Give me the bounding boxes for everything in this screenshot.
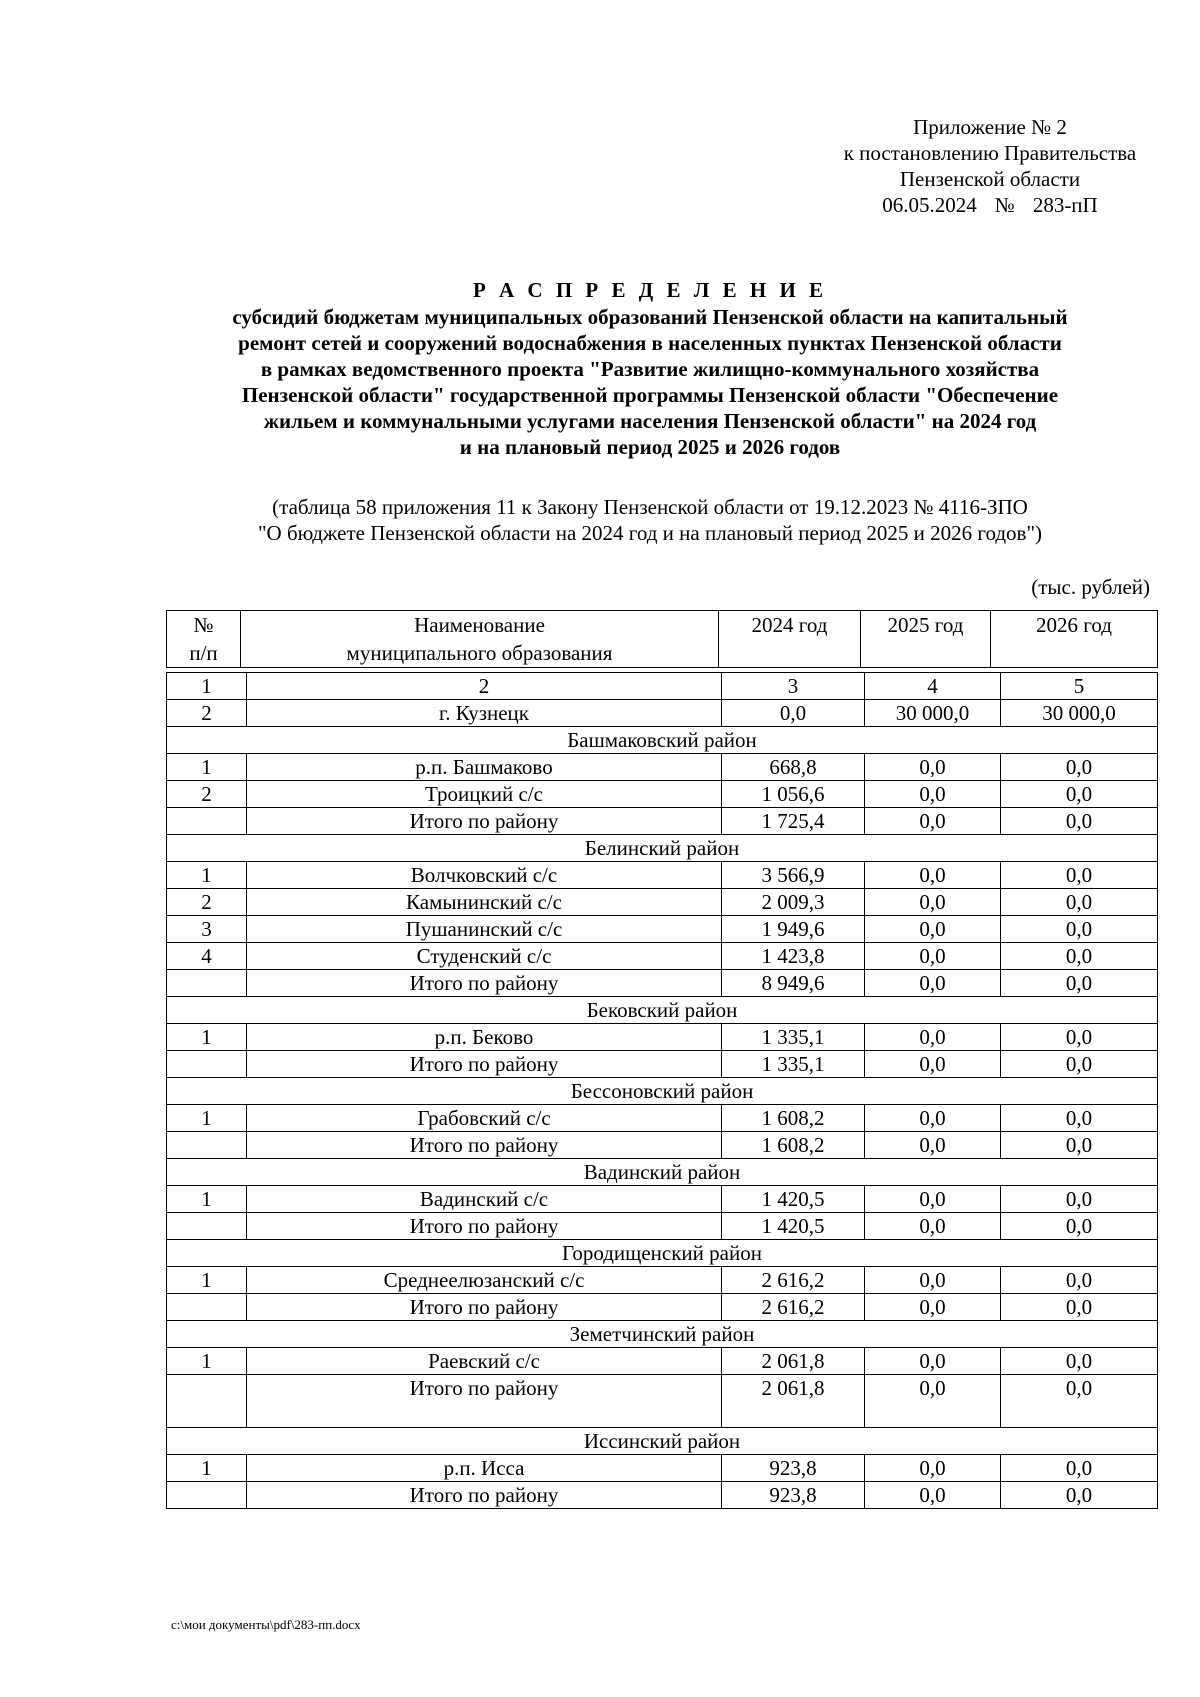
row-number <box>167 1294 247 1321</box>
appendix-line3: Пензенской области <box>899 167 1081 191</box>
row-number: 1 <box>167 1105 247 1132</box>
table-row <box>167 754 1158 781</box>
district-header-row <box>167 1078 1158 1105</box>
value-2024: 3 566,9 <box>722 862 865 889</box>
value-2026: 0,0 <box>1001 862 1158 889</box>
value-2024: 1 335,1 <box>722 1051 865 1078</box>
row-number <box>167 1213 247 1240</box>
title-line: Пензенской области" государственной программы Пензенской области "Обеспечение <box>241 383 1059 407</box>
district-header-row <box>167 1321 1158 1348</box>
value-2025: 0,0 <box>865 862 1001 889</box>
municipality-name: Вадинский с/с <box>247 1186 722 1213</box>
district-total-row <box>167 1051 1158 1078</box>
district-name: Башмаковский район <box>167 727 1158 754</box>
row-number <box>167 808 247 835</box>
value-2026: 0,0 <box>1001 1132 1158 1159</box>
total-label: Итого по району <box>247 1482 722 1509</box>
district-total-row <box>167 1213 1158 1240</box>
table-row <box>167 862 1158 889</box>
value-2025: 0,0 <box>865 754 1001 781</box>
value-2026: 0,0 <box>1001 1294 1158 1321</box>
value-2024: 923,8 <box>722 1482 865 1509</box>
value-2025: 0,0 <box>865 1455 1001 1482</box>
value-2026: 0,0 <box>1001 1024 1158 1051</box>
table-row <box>167 943 1158 970</box>
appendix-date-line <box>800 192 1180 218</box>
value-2025: 0,0 <box>865 1375 1001 1428</box>
value-2026: 0,0 <box>1001 1186 1158 1213</box>
table-header <box>166 610 1158 668</box>
value-2024: 8 949,6 <box>722 970 865 997</box>
value-2026: 0,0 <box>1001 1051 1158 1078</box>
municipality-name: Среднеелюзанский с/с <box>247 1267 722 1294</box>
column-number: 5 <box>1001 673 1158 700</box>
appendix-number-sign: № <box>994 193 1015 217</box>
value-2026: 0,0 <box>1001 1348 1158 1375</box>
value-2026: 0,0 <box>1001 781 1158 808</box>
value-2025: 0,0 <box>865 943 1001 970</box>
header-2025: 2025 год <box>861 611 991 668</box>
value-2026: 0,0 <box>1001 889 1158 916</box>
row-number: 1 <box>167 1024 247 1051</box>
row-number <box>167 1375 247 1428</box>
municipality-name: р.п. Беково <box>247 1024 722 1051</box>
value-2026: 0,0 <box>1001 1105 1158 1132</box>
value-2024: 0,0 <box>722 700 865 727</box>
value-2024: 923,8 <box>722 1455 865 1482</box>
title-heading: Р А С П Р Е Д Е Л Е Н И Е <box>472 278 828 302</box>
row-number <box>167 1482 247 1509</box>
value-2026: 0,0 <box>1001 916 1158 943</box>
row-number: 2 <box>167 781 247 808</box>
district-total-row <box>167 1132 1158 1159</box>
district-name: Вадинский район <box>167 1159 1158 1186</box>
municipality-name: р.п. Исса <box>247 1455 722 1482</box>
value-2024: 2 009,3 <box>722 889 865 916</box>
district-name: Земетчинский район <box>167 1321 1158 1348</box>
value-2025: 0,0 <box>865 970 1001 997</box>
value-2025: 30 000,0 <box>865 700 1001 727</box>
row-number <box>167 1132 247 1159</box>
column-number: 2 <box>247 673 722 700</box>
municipality-name: Пушанинский с/с <box>247 916 722 943</box>
title-line: субсидий бюджетам муниципальных образований Пензенской области на капитальный <box>232 305 1068 329</box>
appendix-line1: Приложение № 2 <box>913 115 1067 139</box>
municipality-name: Камынинский с/с <box>247 889 722 916</box>
municipality-name: Студенский с/с <box>247 943 722 970</box>
total-label: Итого по району <box>247 1375 722 1428</box>
value-2024: 2 061,8 <box>722 1375 865 1428</box>
row-number: 2 <box>167 889 247 916</box>
table-row <box>167 1267 1158 1294</box>
district-total-row <box>167 970 1158 997</box>
value-2025: 0,0 <box>865 916 1001 943</box>
title-line: ремонт сетей и сооружений водоснабжения в населенных пунктах Пензенской области <box>238 331 1062 355</box>
header-2024: 2024 год <box>719 611 861 668</box>
table-row <box>167 916 1158 943</box>
header-num <box>167 611 241 668</box>
value-2025: 0,0 <box>865 1348 1001 1375</box>
municipality-name: Раевский с/с <box>247 1348 722 1375</box>
table-row <box>167 889 1158 916</box>
value-2025: 0,0 <box>865 1294 1001 1321</box>
district-total-row <box>167 1482 1158 1509</box>
header-num-line2: п/п <box>189 641 218 665</box>
district-total-row <box>167 1375 1158 1428</box>
value-2026: 0,0 <box>1001 943 1158 970</box>
table-row <box>167 1186 1158 1213</box>
value-2024: 668,8 <box>722 754 865 781</box>
row-number: 1 <box>167 1455 247 1482</box>
value-2026: 0,0 <box>1001 1267 1158 1294</box>
value-2025: 0,0 <box>865 1267 1001 1294</box>
district-name: Городищенский район <box>167 1240 1158 1267</box>
value-2025: 0,0 <box>865 1051 1001 1078</box>
table-row <box>167 1455 1158 1482</box>
value-2024: 1 725,4 <box>722 808 865 835</box>
value-2026: 0,0 <box>1001 808 1158 835</box>
district-name: Белинский район <box>167 835 1158 862</box>
district-name: Бековский район <box>167 997 1158 1024</box>
table-row <box>167 1348 1158 1375</box>
municipality-name: Волчковский с/с <box>247 862 722 889</box>
district-name: Иссинский район <box>167 1428 1158 1455</box>
value-2026: 0,0 <box>1001 1375 1158 1428</box>
district-header-row <box>167 835 1158 862</box>
value-2026: 0,0 <box>1001 1455 1158 1482</box>
header-name-line1: Наименование <box>414 613 545 637</box>
district-header-row <box>167 1428 1158 1455</box>
document-title <box>150 277 1150 460</box>
municipality-name: р.п. Башмаково <box>247 754 722 781</box>
value-2025: 0,0 <box>865 889 1001 916</box>
municipality-name: г. Кузнецк <box>247 700 722 727</box>
value-2026: 0,0 <box>1001 754 1158 781</box>
total-label: Итого по району <box>247 808 722 835</box>
table-row <box>167 781 1158 808</box>
appendix-date: 06.05.2024 <box>882 193 977 217</box>
row-number: 3 <box>167 916 247 943</box>
distribution-table <box>166 672 1158 1509</box>
value-2024: 1 608,2 <box>722 1105 865 1132</box>
district-total-row <box>167 1294 1158 1321</box>
header-2026: 2026 год <box>991 611 1158 668</box>
municipality-name: Грабовский с/с <box>247 1105 722 1132</box>
value-2024: 2 616,2 <box>722 1267 865 1294</box>
row-number: 1 <box>167 1267 247 1294</box>
total-label: Итого по району <box>247 1051 722 1078</box>
row-number: 4 <box>167 943 247 970</box>
value-2025: 0,0 <box>865 1186 1001 1213</box>
value-2026: 0,0 <box>1001 1482 1158 1509</box>
table-row <box>167 1024 1158 1051</box>
appendix-line2: к постановлению Правительства <box>843 141 1137 165</box>
row-number: 1 <box>167 754 247 781</box>
district-name: Бессоновский район <box>167 1078 1158 1105</box>
table-row <box>167 700 1158 727</box>
legal-reference <box>150 494 1150 546</box>
value-2024: 1 335,1 <box>722 1024 865 1051</box>
district-header-row <box>167 997 1158 1024</box>
total-label: Итого по району <box>247 1294 722 1321</box>
value-2025: 0,0 <box>865 781 1001 808</box>
value-2026: 0,0 <box>1001 970 1158 997</box>
header-name <box>241 611 719 668</box>
value-2025: 0,0 <box>865 1132 1001 1159</box>
title-line: в рамках ведомственного проекта "Развитие жилищно-коммунального хозяйства <box>260 357 1040 381</box>
title-line: жильем и коммунальными услугами населения Пензенской области" на 2024 год <box>263 409 1037 433</box>
value-2024: 1 423,8 <box>722 943 865 970</box>
row-number <box>167 1051 247 1078</box>
value-2025: 0,0 <box>865 1213 1001 1240</box>
value-2025: 0,0 <box>865 1105 1001 1132</box>
district-header-row <box>167 1240 1158 1267</box>
value-2024: 1 949,6 <box>722 916 865 943</box>
value-2026: 0,0 <box>1001 1213 1158 1240</box>
reference-line1: (таблица 58 приложения 11 к Закону Пензенской области от 19.12.2023 № 4116-ЗПО <box>272 495 1028 519</box>
value-2024: 2 061,8 <box>722 1348 865 1375</box>
value-2024: 1 420,5 <box>722 1186 865 1213</box>
reference-line2: "О бюджете Пензенской области на 2024 год и на плановый период 2025 и 2026 годов") <box>257 521 1043 545</box>
row-number <box>167 970 247 997</box>
total-label: Итого по району <box>247 1132 722 1159</box>
value-2025: 0,0 <box>865 1024 1001 1051</box>
column-number: 4 <box>865 673 1001 700</box>
district-header-row <box>167 727 1158 754</box>
appendix-number: 283-пП <box>1032 193 1098 217</box>
value-2025: 0,0 <box>865 808 1001 835</box>
file-path-footer: c:\мои документы\pdf\283-пп.docx <box>171 1617 361 1632</box>
header-num-line1: № <box>193 613 214 637</box>
row-number: 1 <box>167 1186 247 1213</box>
value-2024: 1 608,2 <box>722 1132 865 1159</box>
column-number-row <box>167 673 1158 700</box>
value-2024: 2 616,2 <box>722 1294 865 1321</box>
header-row <box>167 611 1158 668</box>
header-name-line2: муниципального образования <box>346 641 613 665</box>
value-2024: 1 056,6 <box>722 781 865 808</box>
value-2024: 1 420,5 <box>722 1213 865 1240</box>
value-2025: 0,0 <box>865 1482 1001 1509</box>
value-2026: 30 000,0 <box>1001 700 1158 727</box>
total-label: Итого по району <box>247 1213 722 1240</box>
column-number: 3 <box>722 673 865 700</box>
district-total-row <box>167 808 1158 835</box>
municipality-name: Троицкий с/с <box>247 781 722 808</box>
table-body <box>167 673 1158 1509</box>
total-label: Итого по району <box>247 970 722 997</box>
row-number: 2 <box>167 700 247 727</box>
appendix-block <box>800 114 1180 218</box>
table-row <box>167 1105 1158 1132</box>
title-line: и на плановый период 2025 и 2026 годов <box>459 435 841 459</box>
row-number: 1 <box>167 862 247 889</box>
row-number: 1 <box>167 1348 247 1375</box>
district-header-row <box>167 1159 1158 1186</box>
column-number: 1 <box>167 673 247 700</box>
units-label: (тыс. рублей) <box>1031 575 1150 599</box>
